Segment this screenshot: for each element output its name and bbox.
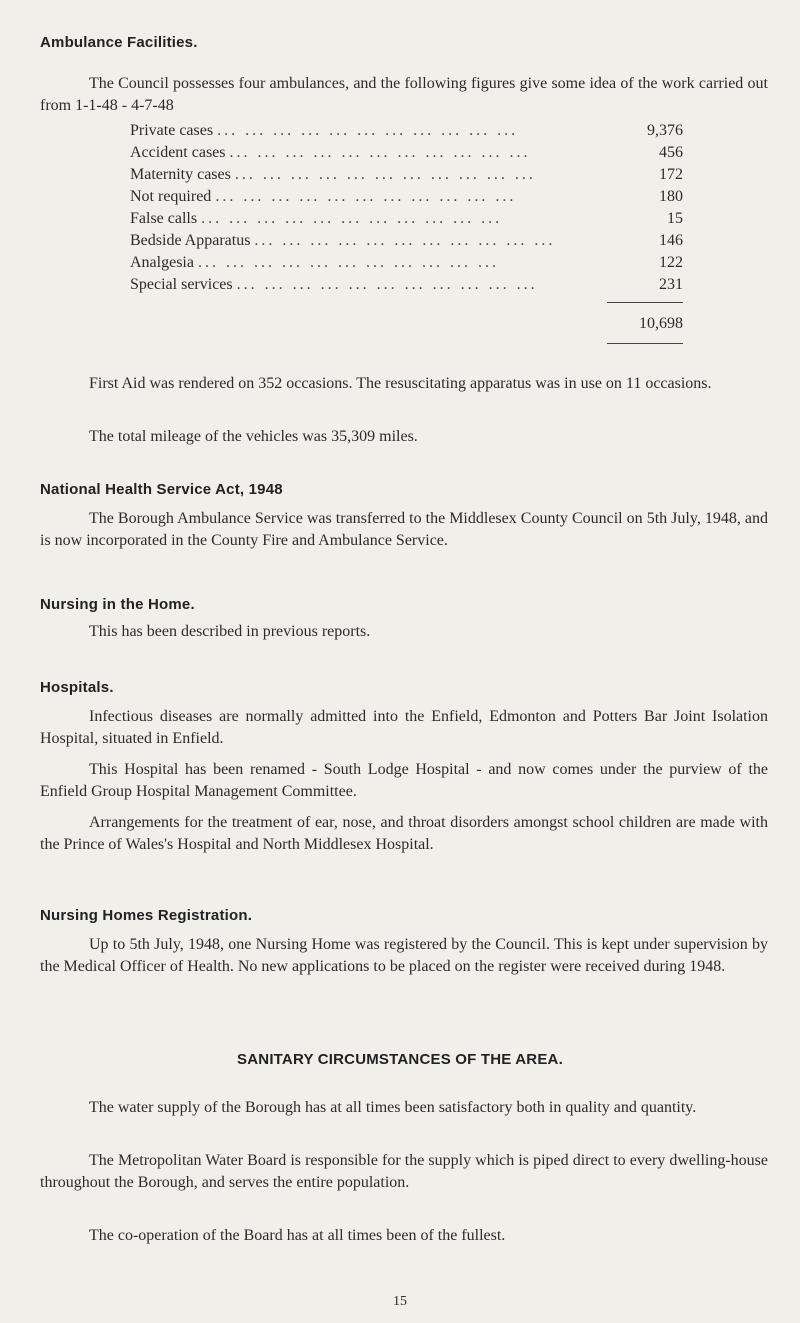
row-value: 122: [659, 254, 683, 271]
leader-dots: ... ... ... ... ... ... ... ... ... ... ...: [236, 276, 538, 293]
nursing-home-heading: Nursing in the Home.: [40, 596, 195, 613]
row-label: Accident cases: [130, 144, 226, 161]
row-value: 9,376: [647, 122, 683, 139]
hospitals-paragraph-2: This Hospital has been renamed - South Lodge Hospital - and now comes under the purview of the Enfield Group Hospital Management Committee.: [40, 761, 768, 800]
table-row: [130, 208, 683, 230]
registration-heading: Nursing Homes Registration.: [40, 907, 253, 924]
sanitary-paragraph-3: The co-operation of the Board has at all times been of the fullest.: [89, 1227, 506, 1244]
ambulance-intro: The Council possesses four ambulances, and the following figures give some idea of the work carried out from 1-1-48 - 4-7-48: [40, 75, 768, 114]
row-value: 180: [659, 188, 683, 205]
row-value: 172: [659, 166, 683, 183]
leader-dots: ... ... ... ... ... ... ... ... ... ... ...: [229, 144, 531, 161]
row-label: Analgesia: [130, 254, 194, 271]
leader-dots: ... ... ... ... ... ... ... ... ... ... ...: [215, 188, 517, 205]
table-row: [130, 230, 683, 252]
row-value: 146: [659, 232, 683, 249]
row-label: Special services: [130, 276, 233, 293]
nhs-text: The Borough Ambulance Service was transferred to the Middlesex County Council on 5th July, 1948, and is now incorporated in the County Fire and Ambulance Service.: [40, 510, 768, 549]
leader-dots: ... ... ... ... ... ... ... ... ... ... ...: [201, 210, 503, 227]
leader-dots: ... ... ... ... ... ... ... ... ... ... ...: [254, 232, 556, 249]
table-row: [130, 142, 683, 164]
total-rule-bottom: [607, 343, 683, 344]
hospitals-paragraph-1: Infectious diseases are normally admitted into the Enfield, Edmonton and Potters Bar Joint Isolation Hospital, situated in Enfield.: [40, 708, 768, 747]
table-row: [130, 186, 683, 208]
row-label: Bedside Apparatus: [130, 232, 251, 249]
first-aid-text: First Aid was rendered on 352 occasions. The resuscitating apparatus was in use on 11 occasions.: [89, 375, 712, 392]
sanitary-paragraph-1: The water supply of the Borough has at all times been satisfactory both in quality and quantity.: [89, 1099, 697, 1116]
row-value: 231: [659, 276, 683, 293]
table-row: [130, 274, 683, 296]
registration-text: Up to 5th July, 1948, one Nursing Home was registered by the Council. This is kept under supervision by the Medical Officer of Health. No new applications to be placed on the register were received during 1948.: [40, 936, 768, 975]
row-label: Private cases: [130, 122, 214, 139]
table-total: 10,698: [639, 315, 683, 332]
row-label: Not required: [130, 188, 212, 205]
row-value: 456: [659, 144, 683, 161]
leader-dots: ... ... ... ... ... ... ... ... ... ... ...: [234, 166, 536, 183]
ambulance-heading: Ambulance Facilities.: [40, 34, 198, 51]
page-number: 15: [393, 1294, 407, 1309]
sanitary-heading: SANITARY CIRCUMSTANCES OF THE AREA.: [237, 1051, 563, 1068]
hospitals-heading: Hospitals.: [40, 679, 114, 696]
sanitary-paragraph-2: The Metropolitan Water Board is responsible for the supply which is piped direct to every dwelling-house throughout the Borough, and serves the entire population.: [40, 1152, 768, 1191]
row-label: Maternity cases: [130, 166, 231, 183]
total-rule-top: [607, 302, 683, 303]
table-row: [130, 252, 683, 274]
nhs-heading: National Health Service Act, 1948: [40, 481, 283, 498]
row-value: 15: [667, 210, 683, 227]
leader-dots: ... ... ... ... ... ... ... ... ... ... ...: [197, 254, 499, 271]
hospitals-paragraph-3: Arrangements for the treatment of ear, nose, and throat disorders amongst school children are made with the Prince of Wales's Hospital and North Middlesex Hospital.: [40, 814, 768, 853]
leader-dots: ... ... ... ... ... ... ... ... ... ... ...: [217, 122, 519, 139]
row-label: False calls: [130, 210, 198, 227]
table-row: [130, 120, 683, 142]
mileage-text: The total mileage of the vehicles was 35,309 miles.: [89, 428, 418, 445]
table-row: [130, 164, 683, 186]
nursing-home-text: This has been described in previous reports.: [89, 623, 371, 640]
